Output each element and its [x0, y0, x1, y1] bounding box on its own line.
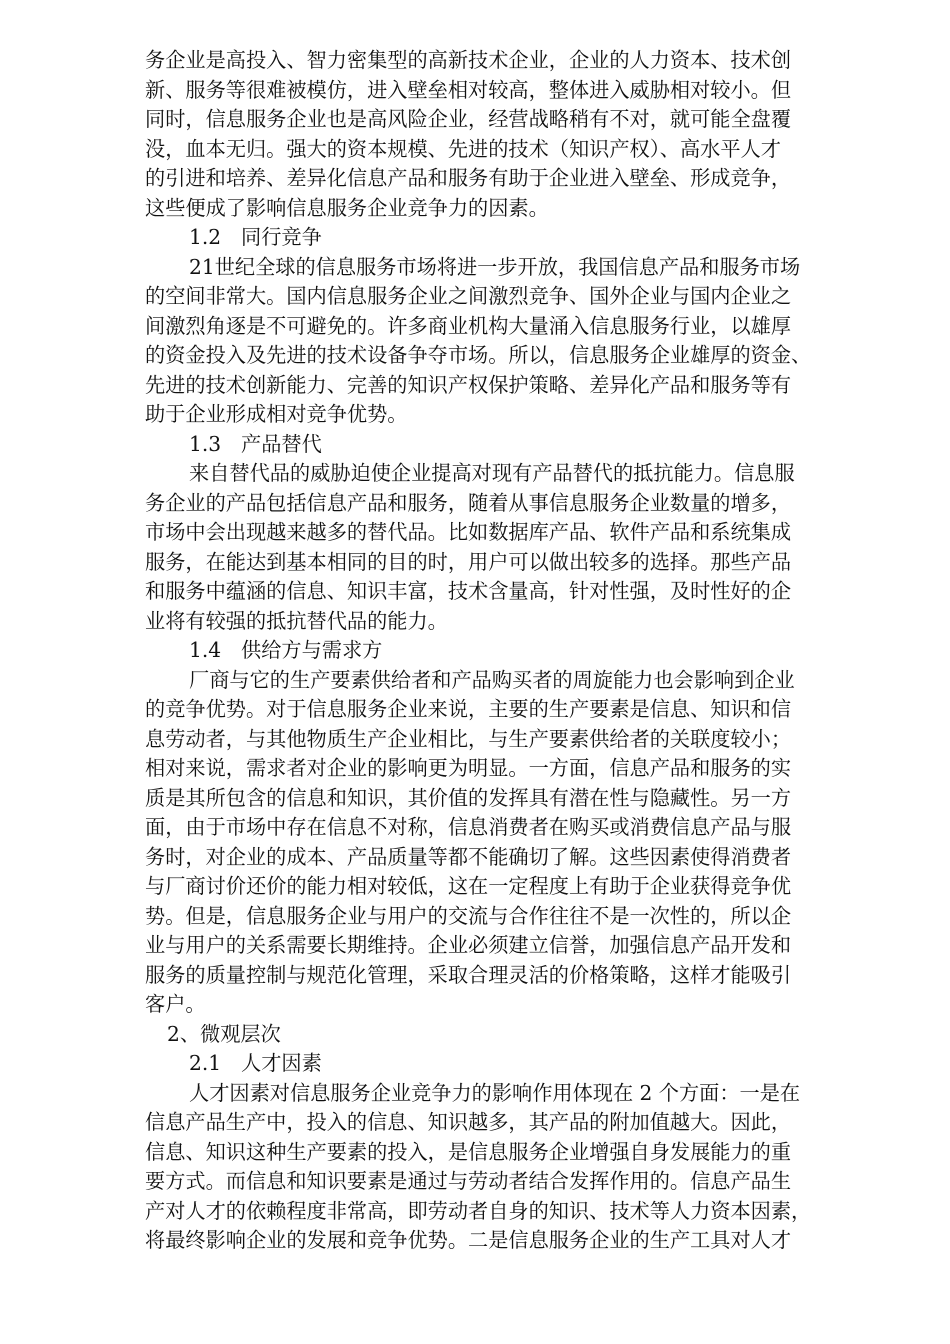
text-line: 务时，对企业的成本、产品质量等都不能确切了解。这些因素使得消费者	[145, 844, 792, 869]
paragraph	[145, 46, 865, 223]
text-line: 相对来说，需求者对企业的影响更为明显。一方面，信息产品和服务的实	[145, 756, 792, 780]
text-line: 间激烈角逐是不可避免的。许多商业机构大量涌入信息服务行业，以雄厚	[145, 313, 792, 338]
text-line: 的空间非常大。国内信息服务企业之间激烈竞争、国外企业与国内企业之	[145, 284, 792, 308]
text-line: 要方式。而信息和知识要素是通过与劳动者结合发挥作用的。信息产品生	[145, 1169, 792, 1193]
paragraph	[145, 1079, 865, 1256]
text-line: 势。但是，信息服务企业与用户的交流与合作往往不是一次性的，所以企	[145, 903, 792, 928]
text-line: 服务，在能达到基本相同的目的时，用户可以做出较多的选择。那些产品	[145, 549, 792, 574]
paragraph	[145, 666, 865, 1020]
text-line: 来自替代品的威胁迫使企业提高对现有产品替代的抵抗能力。信息服	[189, 461, 795, 485]
text-line: 同时，信息服务企业也是高风险企业，经营战略稍有不对，就可能全盘覆	[145, 107, 792, 131]
section-heading	[145, 1049, 865, 1079]
text-line: 21世纪全球的信息服务市场将进一步开放，我国信息产品和服务市场	[189, 254, 801, 279]
text-line: 将最终影响企业的发展和竞争优势。二是信息服务企业的生产工具对人才	[145, 1228, 792, 1252]
text-line: 质是其所包含的信息和知识，其价值的发挥具有潜在性与隐藏性。另一方	[145, 785, 792, 810]
paragraph	[145, 253, 865, 430]
text-line: 新、服务等很难被模仿，进入壁垒相对较高，整体进入威胁相对较小。但	[145, 77, 792, 102]
section-heading	[145, 223, 865, 253]
text-line: 人才因素对信息服务企业竞争力的影响作用体现在 2 个方面：一是在	[189, 1080, 801, 1105]
text-line: 息劳动者，与其他物质生产企业相比，与生产要素供给者的关联度较小；	[145, 726, 792, 751]
section-heading	[145, 430, 865, 460]
text-line: 业与用户的关系需要长期维持。企业必须建立信誉，加强信息产品开发和	[145, 933, 792, 957]
text-line: 这些便成了影响信息服务企业竞争力的因素。	[145, 195, 549, 220]
text-line: 先进的技术创新能力、完善的知识产权保护策略、差异化产品和服务等有	[145, 372, 792, 397]
heading-title: 产品替代	[241, 431, 322, 456]
text-line: 的竞争优势。对于信息服务企业来说，主要的生产要素是信息、知识和信	[145, 697, 792, 721]
text-line: 和服务中蕴涵的信息、知识丰富，技术含量高，针对性强，及时性好的企	[145, 579, 792, 603]
paragraph	[145, 459, 865, 636]
text-line: 面，由于市场中存在信息不对称，信息消费者在购买或消费信息产品与服	[145, 815, 792, 839]
heading-title: 人才因素	[241, 1051, 322, 1075]
section-heading	[145, 636, 865, 666]
text-line: 的资金投入及先进的技术设备争夺市场。所以，信息服务企业雄厚的资金、	[145, 343, 812, 367]
heading-title: 同行竞争	[241, 225, 322, 249]
heading-number: 1.3	[189, 431, 222, 456]
heading-number: 2.1	[189, 1051, 222, 1075]
text-line: 产对人才的依赖程度非常高，即劳动者自身的知识、技术等人力资本因素，	[145, 1198, 812, 1223]
heading-title: 供给方与需求方	[241, 638, 383, 662]
text-line: 厂商与它的生产要素供给者和产品购买者的周旋能力也会影响到企业	[189, 667, 795, 692]
text-line: 业将有较强的抵抗替代品的能力。	[145, 608, 448, 633]
text-line: 市场中会出现越来越多的替代品。比如数据库产品、软件产品和系统集成	[145, 520, 792, 544]
text-line: 信息产品生产中，投入的信息、知识越多，其产品的附加值越大。因此，	[145, 1110, 792, 1134]
text-line: 的引进和培养、差异化信息产品和服务有助于企业进入壁垒、形成竞争，	[145, 166, 792, 190]
heading-number: 1.4	[189, 638, 222, 662]
text-line: 务企业是高投入、智力密集型的高新技术企业，企业的人力资本、技术创	[145, 48, 792, 72]
text-line: 服务的质量控制与规范化管理，采取合理灵活的价格策略，这样才能吸引	[145, 962, 792, 987]
text-line: 助于企业形成相对竞争优势。	[145, 402, 408, 426]
text-line: 务企业的产品包括信息产品和服务，随着从事信息服务企业数量的增多，	[145, 490, 792, 515]
text-line: 没，血本无归。强大的资本规模、先进的技术（知识产权）、高水平人才	[145, 136, 781, 161]
text-line: 与厂商讨价还价的能力相对较低，这在一定程度上有助于企业获得竞争优	[145, 874, 792, 898]
text-line: 客户。	[145, 992, 206, 1016]
text-line: 信息、知识这种生产要素的投入，是信息服务企业增强自身发展能力的重	[145, 1139, 792, 1164]
document-page	[145, 46, 865, 1256]
chapter-heading: 2、微观层次	[167, 1021, 281, 1046]
heading-number: 1.2	[189, 225, 222, 249]
